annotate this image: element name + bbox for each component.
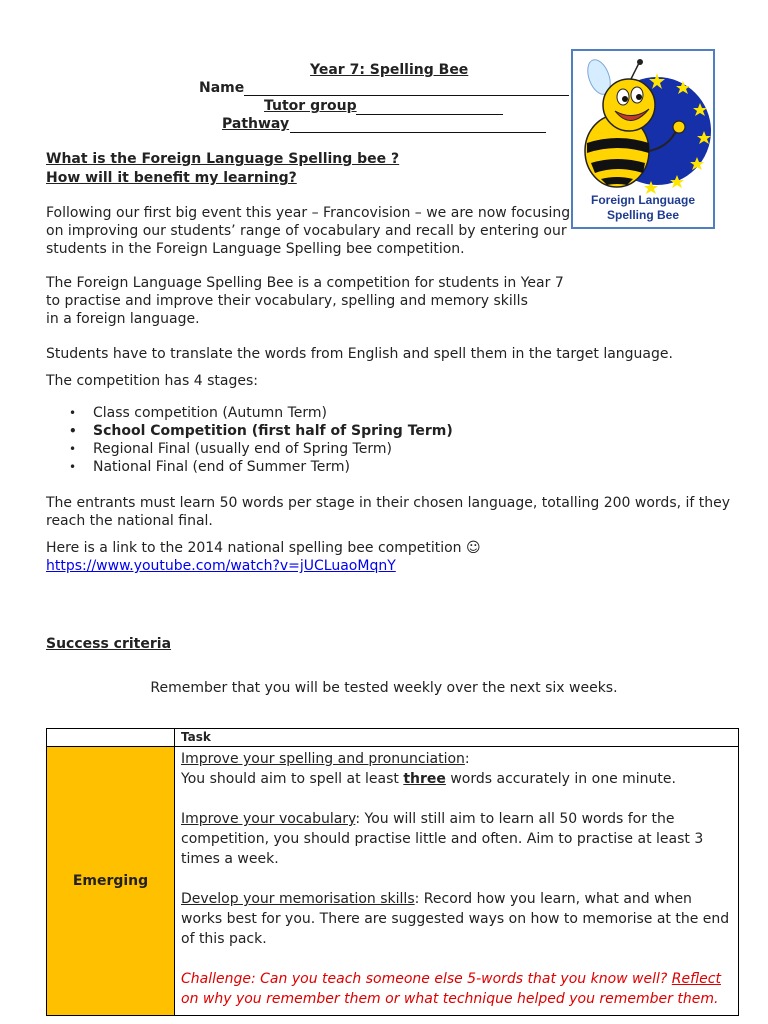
list-item: • School Competition (first half of Spring Term) (93, 422, 453, 440)
challenge-text (181, 969, 732, 1009)
paragraph-francovision (46, 204, 570, 258)
spelling-text: You should aim to spell at least (181, 771, 404, 787)
name-label: Name (199, 80, 245, 96)
task-cell (175, 747, 739, 1016)
paragraph-line: The Foreign Language Spelling Bee is a competition for students in Year 7 (46, 275, 564, 291)
tutor-group-field-line[interactable] (356, 114, 503, 115)
heading-what-is: What is the Foreign Language Spelling bee ? (46, 151, 400, 167)
list-item: • Class competition (Autumn Term) (93, 404, 453, 422)
paragraph-link-intro: Here is a link to the 2014 national spelling bee competition ☺ (46, 540, 481, 556)
table-header-row (47, 729, 739, 747)
level-emerging: Emerging (47, 747, 175, 1016)
memorisation-criterion (181, 889, 732, 949)
paragraph-line: on improving our students’ range of vocabulary and recall by entering our (46, 223, 567, 239)
spelling-colon: : (464, 751, 470, 767)
vocabulary-criterion (181, 809, 732, 869)
paragraph-line: The entrants must learn 50 words per stage in their chosen language, totalling 200 words, if they (46, 495, 731, 511)
paragraph-about-competition (46, 274, 564, 328)
remember-note: Remember that you will be tested weekly over the next six weeks. (150, 680, 618, 696)
youtube-link[interactable]: https://www.youtube.com/watch?v=jUCLuaoMqnY (46, 558, 396, 574)
paragraph-line: to practise and improve their vocabulary, spelling and memory skills (46, 293, 528, 309)
list-item: • National Final (end of Summer Term) (93, 458, 453, 476)
paragraph-line: students in the Foreign Language Spelling bee competition. (46, 241, 465, 257)
spelling-emphasis: three (403, 771, 446, 787)
challenge-end: on why you remember them or what technique helped you remember them. (181, 991, 719, 1007)
paragraph-translate: Students have to translate the words from English and spell them in the target language. (46, 346, 673, 362)
heading-success-criteria: Success criteria (46, 636, 172, 652)
vocabulary-text: : You will still aim to learn all 50 words for the competition, you should practise little and often. Aim to practise at least 3 times a week. (181, 811, 704, 867)
name-field-line[interactable] (244, 95, 569, 96)
paragraph-entrants (46, 494, 730, 530)
spelling-text-end: words accurately in one minute. (445, 771, 676, 787)
success-criteria-table (46, 728, 739, 1016)
paragraph-line: reach the national final. (46, 513, 213, 529)
memorisation-title: Develop your memorisation skills (181, 891, 415, 907)
paragraph-stages-intro: The competition has 4 stages: (46, 373, 258, 389)
spelling-bee-logo (571, 49, 715, 229)
challenge-reflect: Reflect (671, 971, 721, 987)
spelling-title: Improve your spelling and pronunciation (181, 751, 465, 767)
memorisation-text: : Record how you learn, what and when works best for you. There are suggested ways on how to memorise at the end of this pack. (181, 891, 730, 947)
logo-caption (573, 193, 713, 223)
table-corner-cell (47, 729, 175, 747)
paragraph-line: Following our first big event this year – Francovision – we are now focusing (46, 205, 571, 221)
table-row (47, 747, 739, 1016)
pathway-field-line[interactable] (290, 132, 546, 133)
challenge-start: Challenge: Can you teach someone else 5-words that you know well? (181, 971, 672, 987)
heading-benefit: How will it benefit my learning? (46, 170, 297, 186)
vocabulary-title: Improve your vocabulary (181, 811, 356, 827)
list-item: • Regional Final (usually end of Spring Term) (93, 440, 453, 458)
page-title: Year 7: Spelling Bee (310, 62, 469, 78)
pathway-label: Pathway (222, 116, 290, 132)
logo-caption-line2: Spelling Bee (606, 208, 680, 222)
tutor-group-label: Tutor group (264, 98, 357, 114)
spelling-criterion (181, 749, 732, 789)
paragraph-line: in a foreign language. (46, 311, 200, 327)
task-header: Task (175, 729, 739, 747)
logo-caption-line1: Foreign Language (590, 193, 695, 207)
stages-list (46, 404, 453, 476)
